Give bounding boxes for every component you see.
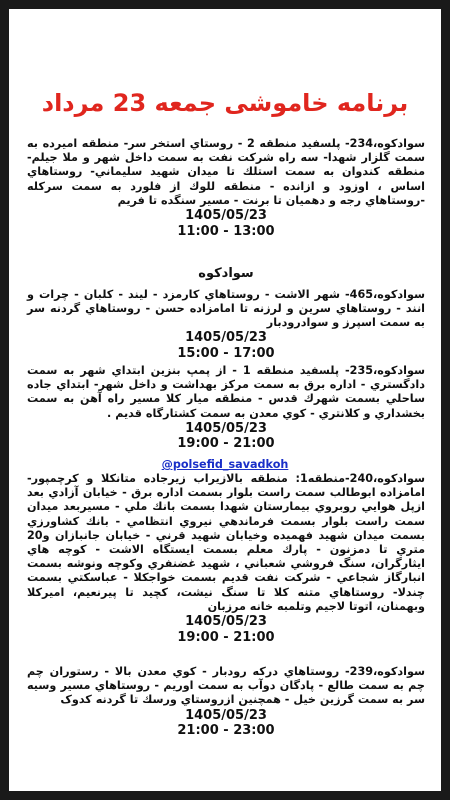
outage-section-235 (27, 364, 425, 452)
section-time: 11:00 - 13:00 (177, 223, 275, 239)
section-text: سوادكوه،234- پلسفيد منطقه 2 - روستاي استخر سر- منطقه اميرده به سمت گلزار شهدا- سه راه شركت نفت به سمت داخل شهر و ملا جيلم- منطقه كندوان به سمت استلك تا ميدان شهيد سليماني- روستاهاي اساس ، اوزود و ازانده - منطقه للوك از فلورد به سمت سركله -روستاهاي رجه و دهميان تا برنت - مسير سنگده تا فريم (27, 137, 425, 207)
outage-section-234 (27, 137, 425, 239)
section-header: سوادكوه (198, 266, 254, 281)
section-date: 1405/05/23 (185, 208, 267, 224)
section-time: 19:00 - 21:00 (177, 436, 275, 452)
outage-section-465 (27, 266, 425, 361)
section-text: سوادكوه،239- روستاهاي دركه رودبار - كوي معدن بالا - رستوران چم چم به سمت طالع - پادگان دوآب به سمت اوريم - روستاهاي مسير وسيه سر به سمت گرزين خيل - همچنين ازروستاي ورسك تا گردنه كدوک (27, 665, 425, 707)
section-date: 1405/05/23 (185, 707, 267, 723)
section-date: 1405/05/23 (185, 330, 267, 346)
section-text: سوادكوه،465- شهر الاشت - روستاهاي كارمزد - ليند - كلبان - چرات و انند - روستاهاي سرين و لرزنه تا امامزاده حسن - روستاهاي گردنه سر به سمت اسپرز و سوادرودبار (27, 287, 425, 329)
section-time: 15:00 - 17:00 (177, 345, 275, 361)
section-text: سوادكوه،240-منطقه1: منطقه بالازيراب زيرجاده متانكلا و كرچمپور- امامزاده ابوطالب سمت راست بلوار بسمت اداره برق - خيابان آزادي بعد ازپل هوايي روبروي بيمارستان شهدا بسمت بانك ملي - مسيربعد ميدان سمت راست بلوار بسمت فرماندهي نيروي انتظامي - بانك كشاورزي بسمت ميدان شهيد فهميده وخيابان شهيد قرني - خيابان جانبازان و20 متري تا دمزنون - پارك معلم بسمت ايستگاه الاشت - كوچه هاي ايثارگران، سنگ فروشي شعباني ، شهيد غضنفري وكوچه ونوشه بسمت انبارگاز شجاعي - شركت نفت قديم بسمت خواجكلا - عباسكتي بسمت چندلا- روستاهاي متنه كلا تا سنگ نيشت، كچيد تا پيرنعيم، اميركلا وبهمنان، اتوتا لاجيم وتلمبه خانه مرزبان (27, 472, 425, 613)
section-date: 1405/05/23 (185, 420, 267, 436)
outage-section-239 (27, 665, 425, 739)
section-date: 1405/05/23 (185, 614, 267, 630)
section-text: سوادكوه،235- پلسفيد منطقه 1 - از پمپ بنزين ابتداي شهر به سمت دادگستري - اداره برق به سمت مركز بهداشت و داخل شهر- ابتداي جاده ساحلي بسمت شهرك قدس - منطقه ميار كلا مسير راه آهن به سمت بخشداري و كلانتري - كوي معدن به سمت كشتارگاه قديم . (27, 364, 425, 420)
channel-handle-link[interactable]: @polsefid_savadkoh (161, 458, 289, 471)
section-time: 19:00 - 21:00 (177, 629, 275, 645)
page-title: برنامه خاموشی جمعه 23 مرداد (41, 89, 409, 117)
schedule-page (9, 9, 441, 791)
outage-section-240 (27, 472, 425, 645)
section-time: 21:00 - 23:00 (177, 723, 275, 739)
